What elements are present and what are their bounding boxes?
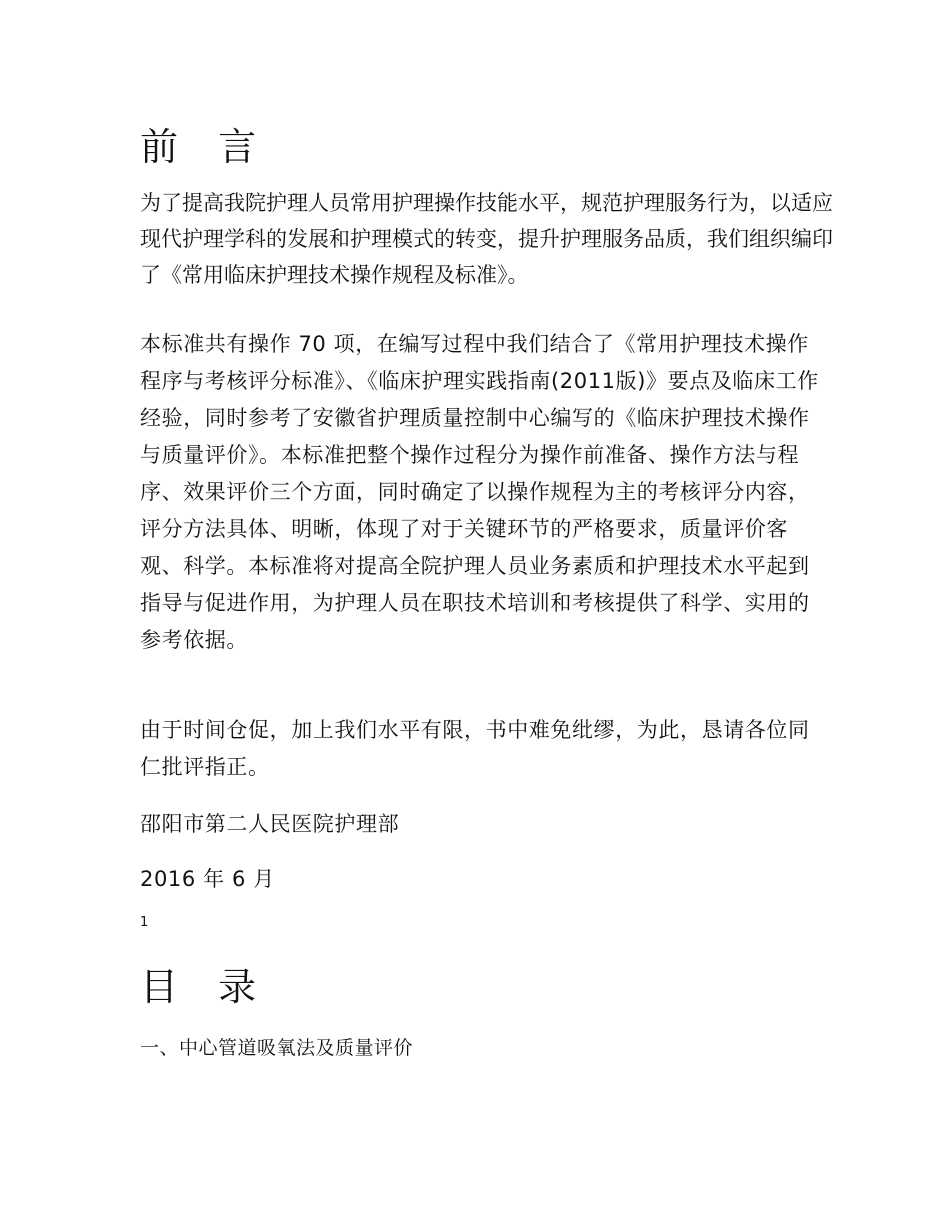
toc-title: 目 录	[140, 965, 271, 1009]
page-number: 1	[140, 915, 149, 930]
toc-item[interactable]: 一、中心管道吸氧法及质量评价	[140, 1037, 414, 1059]
preface-title: 前 言	[140, 125, 271, 169]
preface-date: 2016 年 6 月	[140, 867, 275, 891]
preface-closing-paragraph: 由于时间仓促，加上我们水平有限，书中难免纰缪，为此，恳请各位同仁批评指正。	[140, 718, 810, 779]
preface-body-paragraph: 本标准共有操作 70 项，在编写过程中我们结合了《常用护理技术操作程序与考核评分标准》、《临床护理实践指南(2011版)》要点及临床工作经验，同时参考了安徽省护理质量控制中心编写的《临床护理技术操作与质量评价》。本标准把整个操作过程分为操作前准备、操作方法与程序、效果评价三个方面，同时确定了以操作规程为主的考核评分内容，评分方法具体、明晰，体现了对于关键环节的严格要求，质量评价客观、科学。本标准将对提高全院护理人员业务素质和护理技术水平起到指导与促进作用，为护理人员在职技术培训和考核提供了科学、实用的参考依据。	[140, 332, 819, 652]
preface-intro-paragraph: 为了提高我院护理人员常用护理操作技能水平，规范护理服务行为，以适应现代护理学科的发展和护理模式的转变，提升护理服务品质，我们组织编印了《常用临床护理技术操作规程及标准》。	[140, 191, 833, 287]
preface-signature: 邵阳市第二人民医院护理部	[140, 812, 400, 836]
